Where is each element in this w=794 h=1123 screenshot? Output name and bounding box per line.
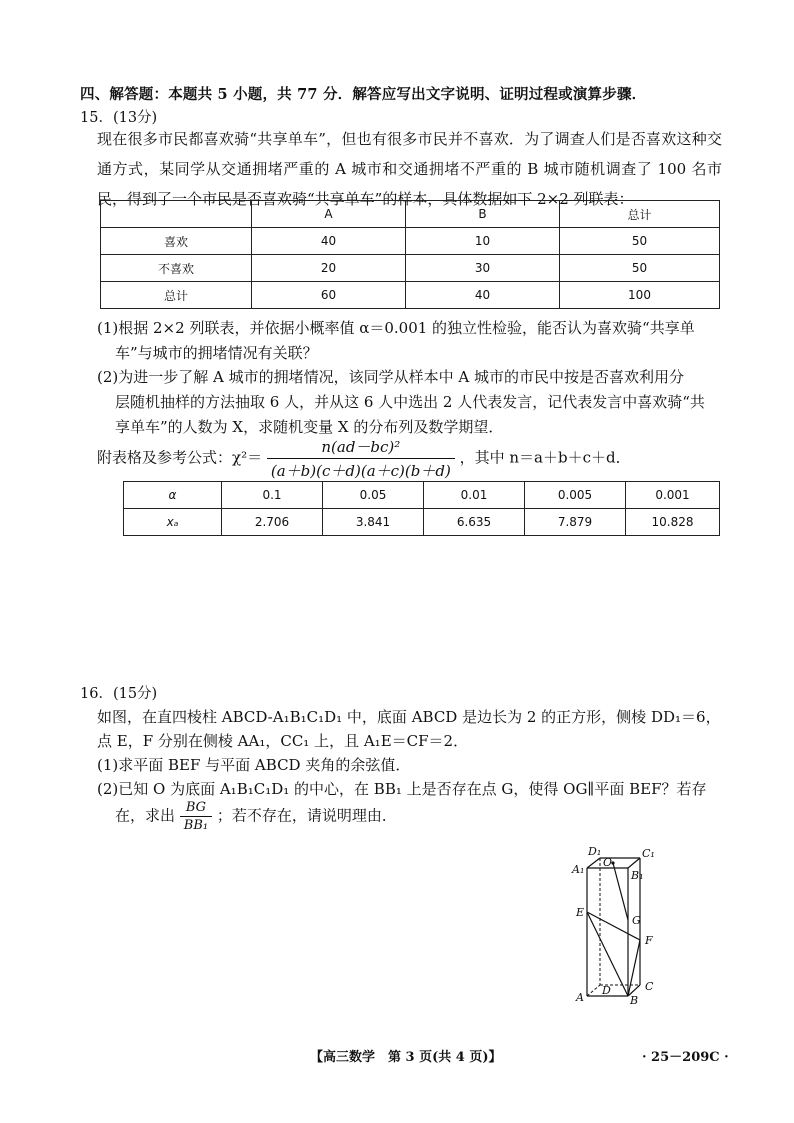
q16-line2: 点 E，F 分别在侧棱 AA₁，CC₁ 上，且 A₁E＝CF＝2．	[97, 732, 469, 750]
table-cell: B	[406, 201, 560, 228]
table-cell: 0.01	[424, 482, 525, 509]
formula-denominator: (a＋b)(c＋d)(a＋c)(b＋d)	[270, 462, 451, 480]
formula-prefix: 附表格及参考公式：χ²＝	[97, 448, 263, 467]
table-cell: 20	[252, 255, 406, 282]
label-o: O	[603, 856, 613, 869]
table-cell: 50	[560, 255, 720, 282]
table-cell: 7.879	[525, 509, 626, 536]
label-c: C	[645, 980, 654, 993]
segment-f-b	[628, 940, 640, 996]
table-cell: 40	[252, 228, 406, 255]
table-cell: 总计	[101, 282, 252, 309]
table-cell: 0.1	[222, 482, 323, 509]
ratio-denominator: BB₁	[183, 818, 209, 833]
table-cell: 总计	[560, 201, 720, 228]
section-header: 四、解答题：本题共 5 小题，共 77 分．解答应写出文字说明、证明过程或演算步骤．	[80, 86, 647, 103]
table-cell: 100	[560, 282, 720, 309]
table-cell: 0.001	[626, 482, 720, 509]
q15-intro: 现在很多市民都喜欢骑“共享单车”，但也有很多市民并不喜欢．为了调查人们是否喜欢这种交通方式，某同学从交通拥堵严重的 A 城市和交通拥堵不严重的 B 城市随机调查了 100 名市民，得到了一个市民是否喜欢骑“共享单车”的样本，具体数据如下 2×2 列联表：	[97, 130, 722, 208]
table-cell: xₐ	[124, 509, 222, 536]
q15-part2-line2: 层随机抽样的方法抽取 6 人，并从这 6 人中选出 2 人代表发言，记代表发言中喜欢骑“共	[115, 393, 705, 411]
label-b: B	[630, 994, 639, 1007]
q15-part1-line2: 车”与城市的拥堵情况有关联？	[115, 344, 318, 362]
table-cell: 不喜欢	[101, 255, 252, 282]
label-e: E	[576, 906, 585, 919]
segment-o-g	[613, 863, 628, 920]
label-a: A	[576, 991, 584, 1004]
table-cell: 6.635	[424, 509, 525, 536]
table-cell: 40	[406, 282, 560, 309]
chi-square-formula	[97, 436, 631, 481]
edge-b1-c1	[628, 858, 640, 868]
q16-part1: (1)求平面 BEF 与平面 ABCD 夹角的余弦值．	[97, 756, 411, 774]
label-d: D	[602, 984, 611, 997]
q15-part2-line3: 享单车”的人数为 X，求随机变量 X 的分布列及数学期望．	[115, 418, 504, 436]
table-row	[101, 282, 720, 309]
q16-part2-line2	[115, 800, 397, 833]
table-cell: 10.828	[626, 509, 720, 536]
table-cell: A	[252, 201, 406, 228]
q16-heading: 16．(15分)	[80, 686, 158, 702]
formula-numerator: n(ad－bc)²	[267, 436, 455, 459]
table-row	[124, 509, 720, 536]
table-row	[101, 255, 720, 282]
ratio-numerator: BG	[180, 800, 212, 817]
label-a1: A₁	[572, 863, 585, 876]
label-f: F	[645, 934, 653, 947]
contingency-table	[100, 200, 720, 309]
label-g: G	[632, 914, 641, 927]
table-row	[124, 482, 720, 509]
edge-a1-d1	[587, 858, 600, 868]
q16-part2-line1: (2)已知 O 为底面 A₁B₁C₁D₁ 的中心，在 BB₁ 上是否存在点 G，使得 OG∥平面 BEF？若存	[97, 780, 707, 798]
table-cell: 0.05	[323, 482, 424, 509]
q16-line1: 如图，在直四棱柱 ABCD-A₁B₁C₁D₁ 中，底面 ABCD 是边长为 2 的正方形，侧棱 DD₁＝6，	[97, 708, 721, 726]
reference-table	[123, 481, 720, 536]
q16-part2-suffix: ；若不存在，请说明理由．	[216, 806, 397, 825]
q15-part1-line1: (1)根据 2×2 列联表，并依据小概率值 α＝0.001 的独立性检验，能否认为喜欢骑“共享单	[97, 319, 695, 337]
page-code: · 25－209C ·	[642, 1050, 729, 1065]
label-c1: C₁	[642, 847, 655, 860]
q16-part2-prefix: 在，求出	[115, 806, 176, 825]
q15-heading: 15．(13分)	[80, 110, 158, 126]
formula-fraction	[267, 436, 455, 481]
table-header-row	[101, 201, 720, 228]
formula-suffix: ，其中 n＝a＋b＋c＋d．	[459, 448, 631, 467]
table-cell: 10	[406, 228, 560, 255]
table-cell: 0.005	[525, 482, 626, 509]
hidden-edge-a-d	[587, 985, 600, 996]
ratio-fraction	[180, 800, 212, 833]
q15-part2-line1: (2)为进一步了解 A 城市的拥堵情况，该同学从样本中 A 城市的市民中按是否喜欢利用分	[97, 368, 684, 386]
table-cell: 2.706	[222, 509, 323, 536]
table-cell: 3.841	[323, 509, 424, 536]
prism-figure	[560, 838, 670, 1013]
table-cell: 喜欢	[101, 228, 252, 255]
label-b1: B₁	[631, 869, 644, 882]
table-cell	[101, 201, 252, 228]
table-cell: α	[124, 482, 222, 509]
page-footer: 【高三数学 第 3 页(共 4 页)】	[310, 1050, 502, 1065]
table-cell: 30	[406, 255, 560, 282]
label-d1: D₁	[588, 845, 602, 858]
table-row	[101, 228, 720, 255]
table-cell: 50	[560, 228, 720, 255]
table-cell: 60	[252, 282, 406, 309]
